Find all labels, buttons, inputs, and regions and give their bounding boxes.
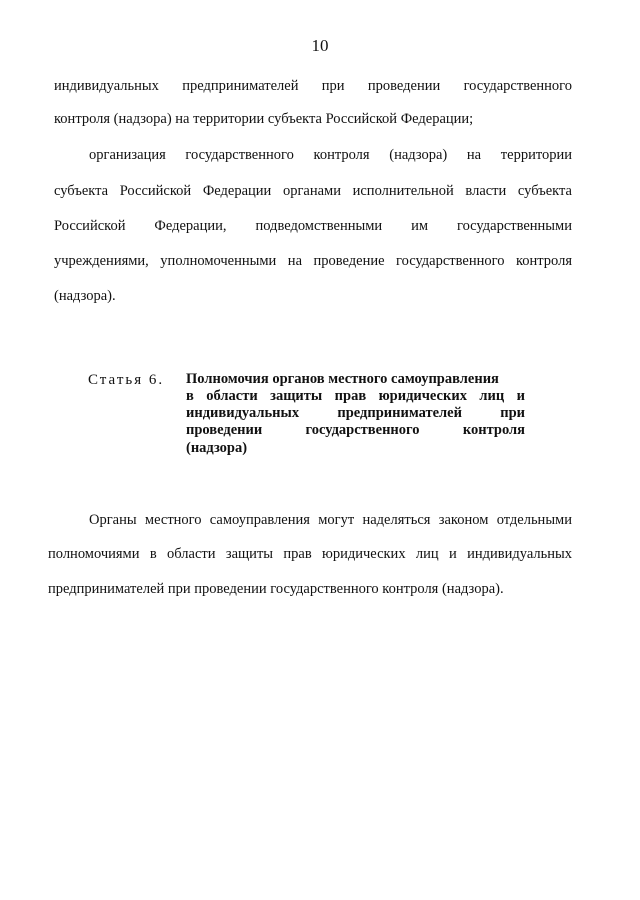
text-line: индивидуальных предпринимателей при проведении государственного — [54, 78, 572, 94]
text-line: Органы местного самоуправления могут наделяться законом отдельными — [89, 512, 572, 528]
text-line: предпринимателей при проведении государственного контроля (надзора). — [48, 581, 504, 597]
text-line: контроля (надзора) на территории субъекта Российской Федерации; — [54, 111, 474, 127]
text-line: учреждениями, уполномоченными на проведение государственного контроля — [54, 253, 572, 269]
text-line: субъекта Российской Федерации органами исполнительной власти субъекта — [54, 183, 572, 199]
text-line: (надзора). — [54, 288, 116, 304]
article-title-line: Полномочия органов местного самоуправления — [186, 371, 499, 387]
article-title-line: индивидуальных предпринимателей при — [186, 405, 525, 421]
article-label: Статья 6. — [88, 372, 165, 388]
text-line: Российской Федерации, подведомственными им государственными — [54, 218, 572, 234]
article-title-line: (надзора) — [186, 440, 248, 456]
article-title-line: в области защиты прав юридических лиц и — [186, 388, 525, 404]
page-number: 10 — [311, 36, 329, 55]
article-title-line: проведении государственного контроля — [186, 422, 525, 438]
text-line: полномочиями в области защиты прав юридических лиц и индивидуальных — [48, 546, 572, 562]
text-line: организация государственного контроля (надзора) на территории — [89, 147, 572, 163]
